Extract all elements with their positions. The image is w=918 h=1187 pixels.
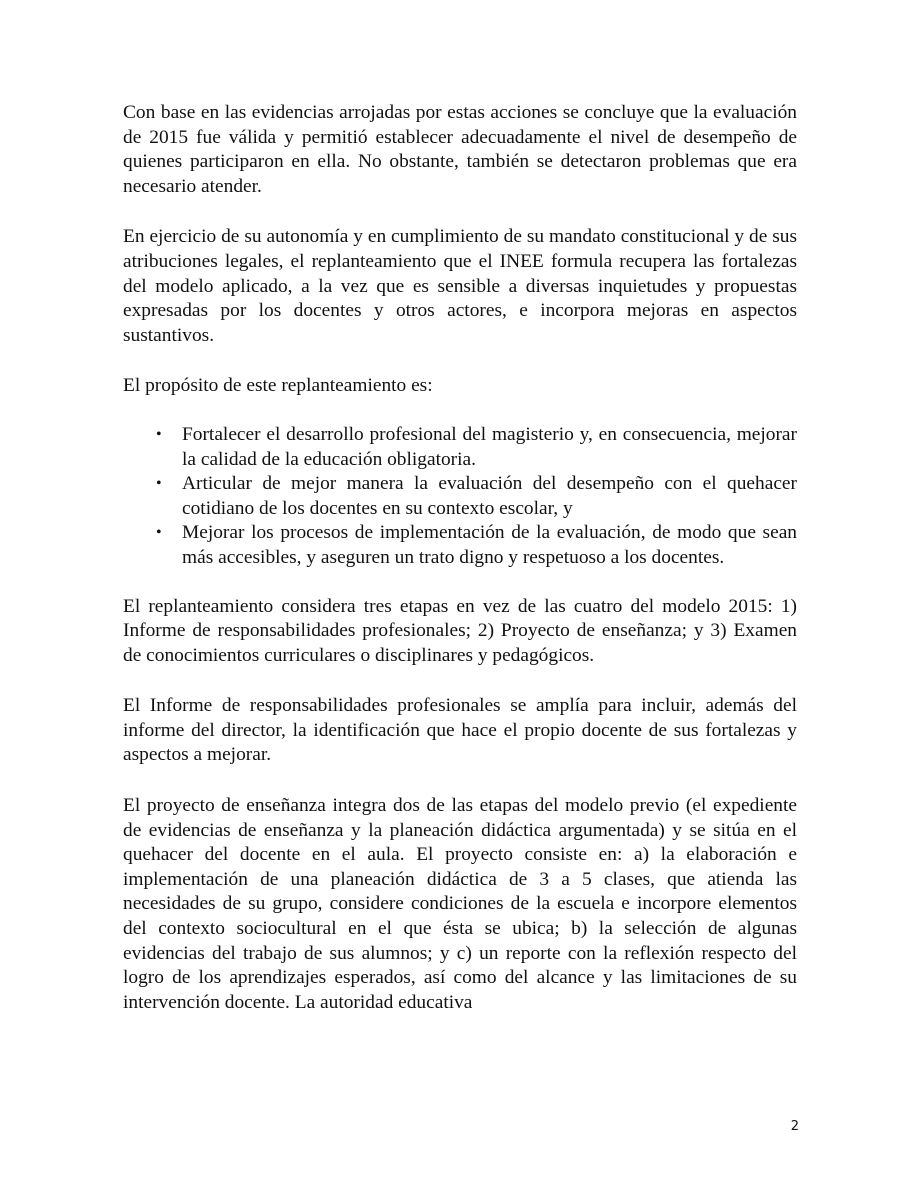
paragraph-three-stages: El replanteamiento considera tres etapas en vez de las cuatro del modelo 2015: 1) Informe de responsabilidades profesionales; 2) Proyecto de enseñanza; y 3) Examen de conocimientos curriculares o disciplinares y pedagógicos.	[123, 595, 797, 666]
bullet-icon: •	[156, 524, 162, 542]
list-item-text: Fortalecer el desarrollo profesional del magisterio y, en consecuencia, mejorar la calidad de la educación obligatoria.	[182, 423, 797, 470]
bullet-icon: •	[156, 425, 162, 443]
list-item	[123, 472, 797, 521]
purpose-bullet-list	[123, 423, 797, 571]
paragraph-autonomy: En ejercicio de su autonomía y en cumplimiento de su mandato constitucional y de sus atribuciones legales, el replanteamiento que el INEE formula recupera las fortalezas del modelo aplicado, a la vez que es sensible a diversas inquietudes y propuestas expresadas por los docentes y otros actores, e incorpora mejoras en aspectos sustantivos.	[123, 226, 797, 346]
list-item-text: Mejorar los procesos de implementación de la evaluación, de modo que sean más accesibles, y aseguren un trato digno y respetuoso a los docentes.	[182, 522, 797, 568]
paragraph-purpose-intro: El propósito de este replanteamiento es:	[123, 375, 433, 397]
paragraph-teaching-project: El proyecto de enseñanza integra dos de las etapas del modelo previo (el expediente de evidencias de enseñanza y la planeación didáctica argumentada) y se sitúa en el quehacer del docente en el aula. El proyecto consiste en: a) la elaboración e implementación de una planeación didáctica de 3 a 5 clases, que atienda las necesidades de su grupo, considere condiciones de la escuela e incorpore elementos del contexto sociocultural en el que ésta se ubica; b) la selección de algunas evidencias del trabajo de sus alumnos; y c) un reporte con la reflexión respecto del logro de los aprendizajes esperados, así como del alcance y las limitaciones de su intervención docente. La autoridad educativa	[123, 795, 797, 1013]
list-item	[123, 423, 797, 472]
list-item	[123, 521, 797, 570]
paragraph-conclusion: Con base en las evidencias arrojadas por estas acciones se concluye que la evaluación de 2015 fue válida y permitió establecer adecuadamente el nivel de desempeño de quienes participaron en ella. No obstante, también se detectaron problemas que era necesario atender.	[123, 102, 797, 197]
page-number: 2	[790, 1119, 799, 1134]
list-item-text: Articular de mejor manera la evaluación del desempeño con el quehacer cotidiano de los docentes en su contexto escolar, y	[182, 473, 797, 519]
paragraph-report: El Informe de responsabilidades profesionales se amplía para incluir, además del informe del director, la identificación que hace el propio docente de sus fortalezas y aspectos a mejorar.	[123, 695, 797, 766]
document-page	[123, 101, 797, 1041]
bullet-icon: •	[156, 475, 162, 493]
